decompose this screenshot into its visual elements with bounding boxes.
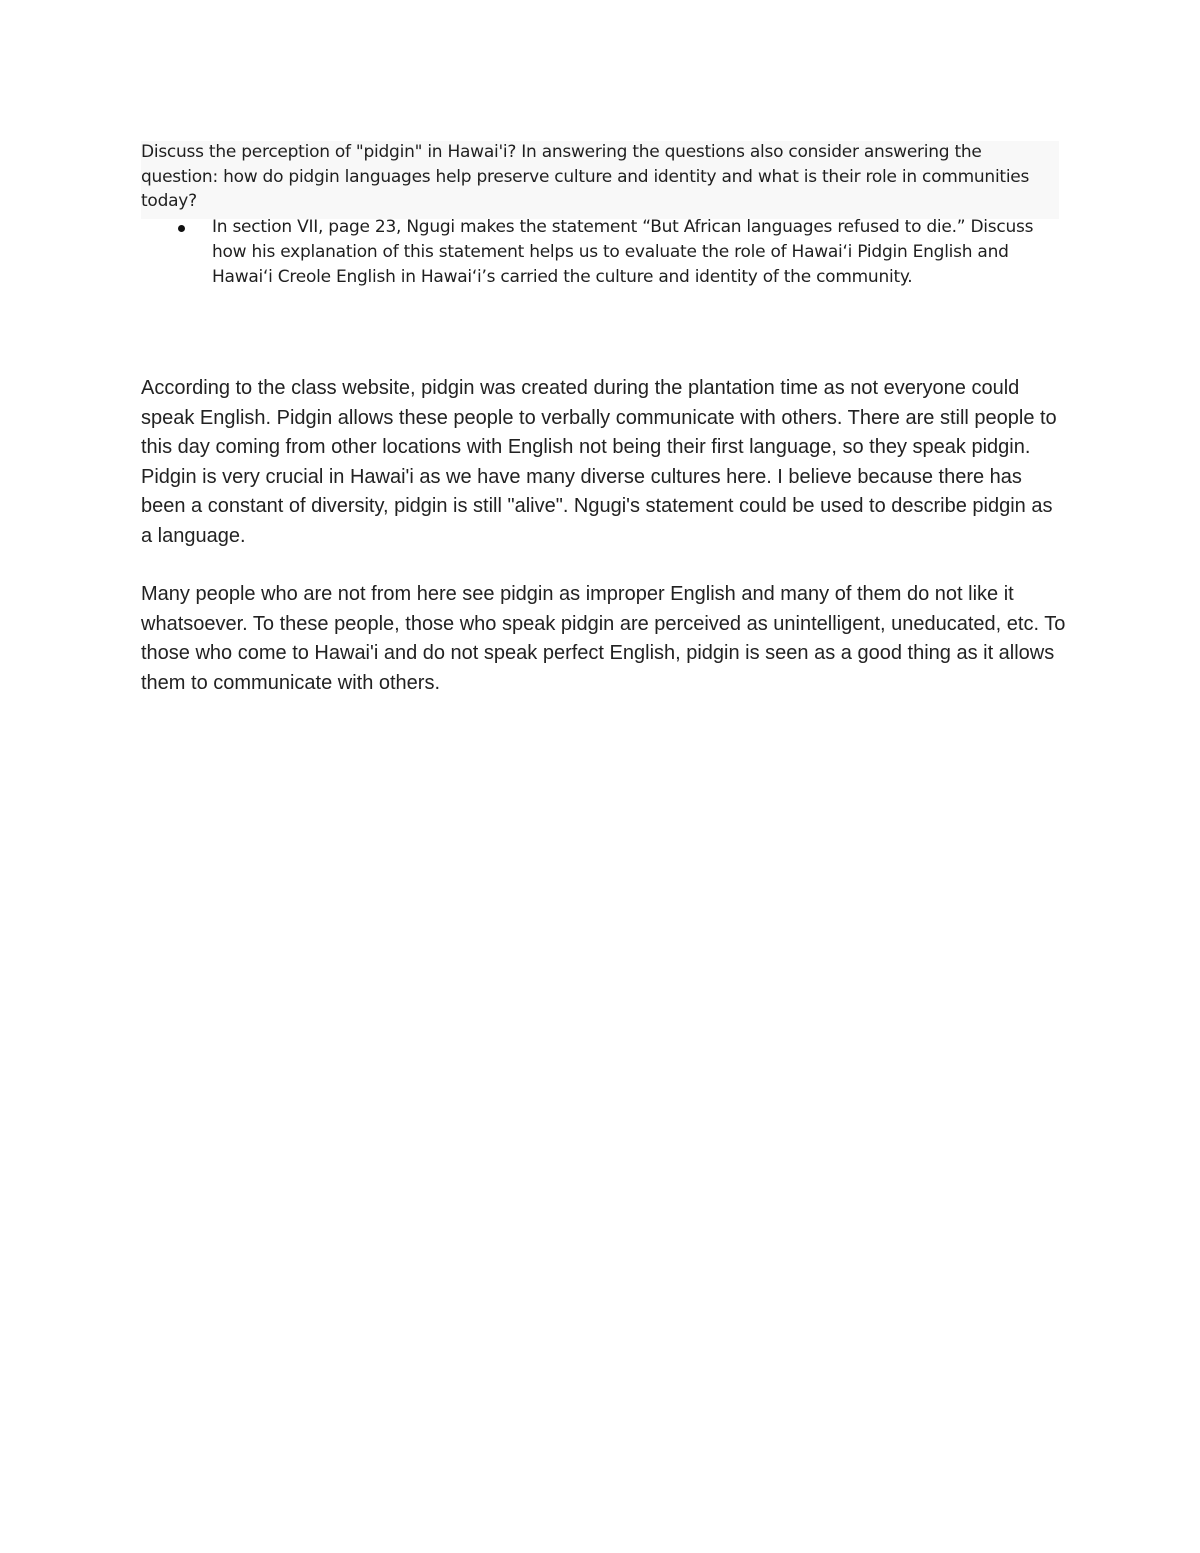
bullet-text: In section VII, page 23, Ngugi makes the statement “But African languages refused to die.” Discuss how his explanation of this statement helps us to evaluate the role of Hawai‘i Pidgin English and Hawai‘i Creole English in Hawai‘i’s carried the culture and identity of the community.: [212, 217, 1034, 287]
list-item: [141, 215, 1053, 290]
assignment-prompt: Discuss the perception of "pidgin" in Hawai'i? In answering the questions also consider answering the question: how do pidgin languages help preserve culture and identity and what is their role in communities today?: [141, 142, 1030, 211]
answer-paragraph-1: According to the class website, pidgin was created during the plantation time as not everyone could speak English. Pidgin allows these people to verbally communicate with others. There are still people to this day coming from other locations with English not being their first language, so they speak pidgin. Pidgin is very crucial in Hawai'i as we have many diverse cultures here. I believe because there has been a constant of diversity, pidgin is still "alive". Ngugi's statement could be used to describe pidgin as a language.: [141, 377, 1057, 547]
answer-paragraph-2: Many people who are not from here see pidgin as improper English and many of them do not like it whatsoever. To these people, those who speak pidgin are perceived as unintelligent, uneducated, etc. To those who come to Hawai'i and do not speak perfect English, pidgin is seen as a good thing as it allows them to communicate with others.: [141, 583, 1066, 694]
bullet-icon: [178, 225, 185, 232]
prompt-bullet-list: [141, 215, 1053, 290]
